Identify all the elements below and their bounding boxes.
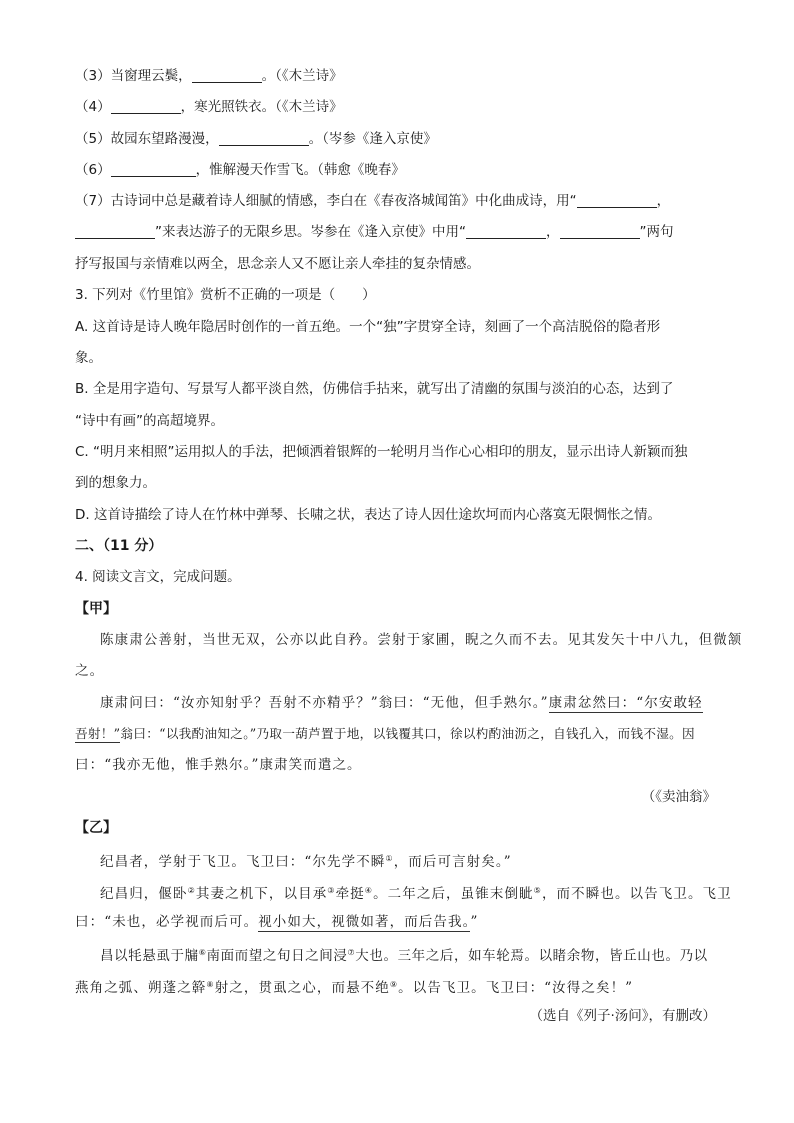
option-b[interactable]: B. 全是用字造句、写景写人都平淡自然，仿佛信手拈来，就写出了清幽的氛围与淡泊的心态，达到了 — [75, 381, 674, 397]
poem-blank-7-line3: 抒写报国与亲情难以两全，思念亲人又不愿让亲人牵挂的复杂情感。 — [75, 256, 480, 272]
narration-text: 牵挺 — [335, 886, 365, 902]
footnote-marker[interactable]: ② — [187, 886, 196, 895]
jia-paragraph-1-cont: 之。 — [75, 663, 105, 679]
prompt-text: ”来表达游子的无限乡思。岑参在《逢入京使》中用“ — [155, 224, 466, 240]
poem-blank-4 — [75, 98, 343, 116]
jia-paragraph-2 — [100, 694, 703, 712]
item-number: （5） — [75, 131, 111, 147]
footnote-marker[interactable]: ④ — [364, 886, 374, 895]
yi-paragraph-3-cont — [75, 976, 633, 997]
yi-paragraph-2-cont — [75, 913, 478, 931]
item-number: （4） — [75, 99, 111, 115]
item-number: （6） — [75, 162, 111, 178]
footnote-marker[interactable]: ⑤ — [533, 886, 542, 895]
yi-paragraph-2 — [100, 882, 732, 903]
underlined-sentence: 康肃忿然曰：“尔安敢轻 — [548, 695, 703, 711]
prompt-text: ，寒光照铁衣。（《木兰诗》 — [180, 99, 343, 115]
prompt-text: 古诗词中总是藏着诗人细腻的情感，李白在《春夜洛城闻笛》中化曲成诗，用“ — [110, 193, 577, 209]
footnote-marker[interactable]: ⑧ — [206, 980, 215, 989]
narration-text: ，而后可言射矣。” — [393, 854, 512, 870]
source-text: 。（《木兰诗》 — [261, 68, 343, 84]
jia-paragraph-1: 陈康肃公善射，当世无双，公亦以此自矜。尝射于家圃，睨之久而不去。见其发矢十中八九，但微颔 — [100, 632, 743, 648]
footnote-marker[interactable]: ① — [385, 854, 394, 863]
question-3-stem: 3. 下列对《竹里馆》赏析不正确的一项是（ ） — [75, 287, 376, 303]
answer-blank[interactable] — [192, 68, 262, 83]
item-number: （3） — [75, 68, 111, 84]
narration-text: ，而不瞬也。以告飞卫。飞卫 — [541, 886, 732, 902]
narration-text: ” — [470, 914, 479, 930]
narration-text: 。以告飞卫。飞卫曰：“汝得之矣！” — [398, 980, 634, 996]
narration-text: 纪昌者，学射于飞卫。飞卫曰：“尔先学不瞬 — [100, 854, 386, 870]
narration-text: 翁曰：“以我酌油知之。”乃取一葫芦置于地，以钱覆其口，徐以杓酌油沥之，自钱孔入，而钱不湿。因 — [120, 726, 695, 741]
answer-blank[interactable] — [75, 224, 155, 239]
section-heading: 二、（11 分） — [75, 538, 163, 554]
narration-text: 曰：“未也，必学视而后可。 — [75, 914, 259, 930]
answer-blank[interactable] — [219, 131, 309, 146]
jia-paragraph-2-cont — [75, 725, 695, 743]
answer-blank[interactable] — [111, 162, 196, 177]
narration-text: 射之，贯虱之心，而悬不绝 — [214, 980, 390, 996]
option-d[interactable]: D. 这首诗描绘了诗人在竹林中弹琴、长啸之状，表达了诗人因仕途坎坷而内心落寞无限惆怅之情。 — [75, 507, 661, 523]
yi-source: （选自《列子·汤问》，有删改） — [529, 1008, 716, 1024]
poem-blank-3 — [75, 67, 343, 85]
option-b-cont: “诗中有画”的高超境界。 — [75, 413, 224, 429]
jia-paragraph-2-end: 曰：“我亦无他，惟手熟尔。”康肃笑而遣之。 — [75, 757, 362, 773]
poem-blank-7-line2 — [75, 223, 674, 241]
passage-jia-label: 【甲】 — [75, 601, 117, 617]
poem-blank-7-line1 — [75, 192, 670, 210]
underlined-sentence: 吾射！” — [75, 726, 121, 741]
prompt-text: ”两句 — [639, 224, 674, 240]
prompt-text: 故园东望路漫漫， — [110, 131, 219, 147]
option-a-cont: 象。 — [75, 350, 102, 366]
yi-paragraph-1 — [100, 850, 512, 871]
source-text: 。（岑参《逢入京使》 — [308, 131, 437, 147]
footnote-marker[interactable]: ③ — [327, 886, 336, 895]
narration-text: 其妻之机下，以目承 — [195, 886, 328, 902]
narration-text: 。二年之后，虽锥末倒眦 — [373, 886, 534, 902]
footnote-marker[interactable]: ⑨ — [389, 980, 399, 989]
passage-yi-label: 【乙】 — [75, 820, 117, 836]
option-c-cont: 到的想象力。 — [75, 475, 156, 491]
separator: ， — [546, 224, 560, 240]
item-number: （7） — [75, 193, 111, 209]
option-c[interactable]: C. “明月来相照”运用拟人的手法，把倾洒着银辉的一轮明月当作心心相印的朋友，显示出诗人新颖而独 — [75, 444, 688, 460]
jia-source: （《卖油翁》 — [641, 789, 716, 805]
answer-blank[interactable] — [577, 193, 657, 208]
question-4-stem: 4. 阅读文言文，完成问题。 — [75, 569, 241, 585]
answer-blank[interactable] — [466, 224, 546, 239]
narration-text: 燕角之弧、朔蓬之簳 — [75, 980, 207, 996]
narration-text: 大也。三年之后，如车轮焉。以睹余物，皆丘山也。乃以 — [355, 948, 708, 964]
narration-text: 昌以牦悬虱于牖 — [100, 948, 199, 964]
narration-text: 南面而望之旬日之间浸 — [206, 948, 348, 964]
poem-blank-5 — [75, 130, 437, 148]
footnote-marker[interactable]: ⑥ — [198, 948, 207, 957]
answer-blank[interactable] — [560, 224, 640, 239]
footnote-marker[interactable]: ⑦ — [347, 948, 356, 957]
underlined-sentence: 视小如大，视微如著，而后告我。 — [258, 914, 471, 930]
poem-blank-6 — [75, 161, 405, 179]
separator: ， — [656, 193, 671, 209]
yi-paragraph-3 — [100, 944, 708, 965]
answer-blank[interactable] — [111, 99, 181, 114]
prompt-text: ，惟解漫天作雪飞。（韩愈《晚春》 — [195, 162, 405, 178]
dialogue-text: 康肃问曰：“汝亦知射乎？吾射不亦精乎？”翁曰：“无他，但手熟尔。” — [100, 695, 549, 711]
option-a[interactable]: A. 这首诗是诗人晚年隐居时创作的一首五绝。一个“独”字贯穿全诗，刻画了一个高洁脱俗的隐者形 — [75, 319, 661, 335]
narration-text: 纪昌归，偃卧 — [100, 886, 188, 902]
prompt-text: 当窗理云鬓， — [110, 68, 192, 84]
